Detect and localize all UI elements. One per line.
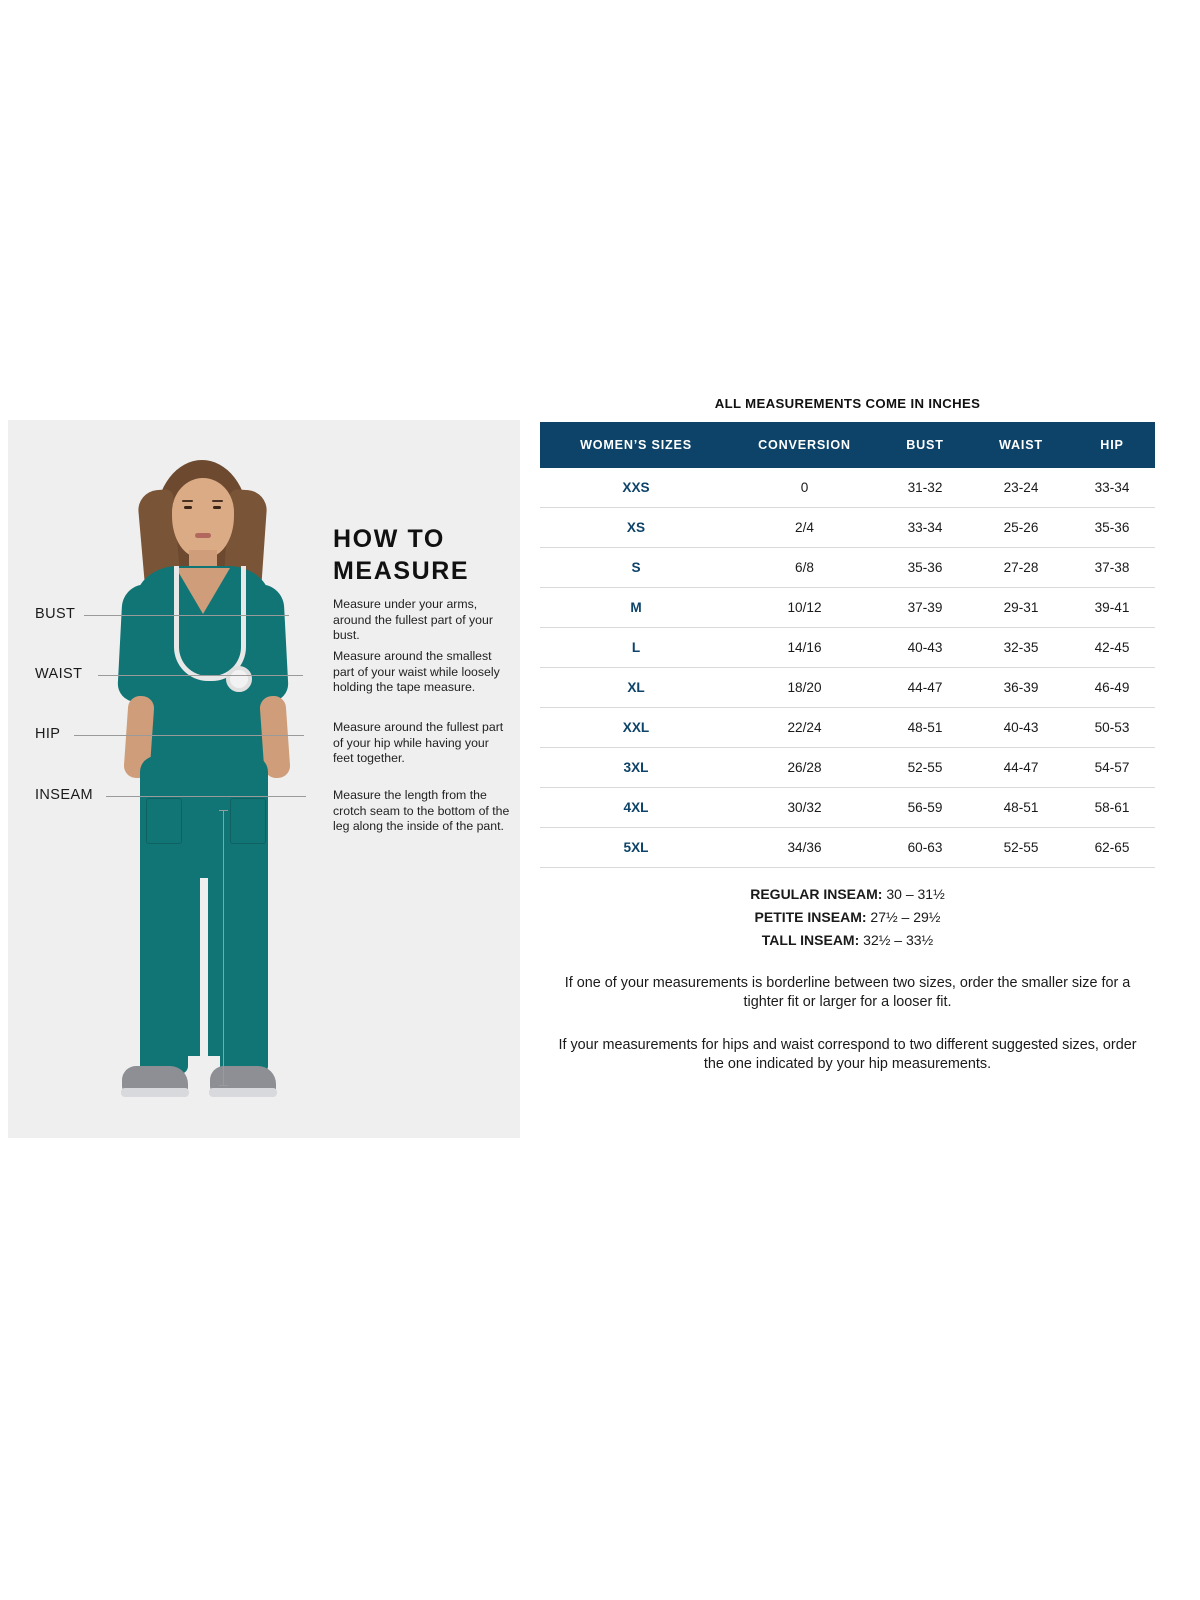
cell-size: 4XL [540, 788, 732, 828]
callout-label-inseam: INSEAM [35, 787, 93, 803]
leader-line-bust [84, 615, 289, 616]
inseam-petite-label: PETITE INSEAM: [754, 909, 867, 925]
cell-waist: 32-35 [973, 628, 1069, 668]
cell-hip: 42-45 [1069, 628, 1155, 668]
table-row [540, 628, 1155, 668]
sizing-note-hip-priority: If your measurements for hips and waist correspond to two different suggested sizes, order the one indicated by your hip measurements. [558, 1037, 1137, 1073]
how-to-measure-panel [8, 420, 520, 1138]
cell-bust: 52-55 [877, 748, 973, 788]
cell-size: S [540, 548, 732, 588]
model-mouth [195, 533, 211, 538]
table-header-row [540, 422, 1155, 468]
model-pocket-right [230, 798, 266, 844]
cell-bust: 33-34 [877, 508, 973, 548]
cell-size: 5XL [540, 828, 732, 868]
instruction-waist: Measure around the smallest part of your waist while loosely holding the tape measure. [333, 649, 500, 695]
cell-waist: 29-31 [973, 588, 1069, 628]
cell-conversion: 6/8 [732, 548, 877, 588]
model-eye-right [213, 506, 221, 509]
cell-waist: 36-39 [973, 668, 1069, 708]
cell-waist: 52-55 [973, 828, 1069, 868]
column-header-waist: WAIST [973, 422, 1069, 468]
inseam-regular-label: REGULAR INSEAM: [750, 886, 883, 902]
measurements-heading: ALL MEASUREMENTS COME IN INCHES [714, 396, 981, 411]
instruction-inseam: Measure the length from the crotch seam to the bottom of the leg along the inside of the pant. [333, 788, 510, 834]
model-shoe-sole-right [209, 1088, 277, 1097]
model-pocket-left [146, 798, 182, 844]
page-title [333, 523, 508, 587]
cell-waist: 48-51 [973, 788, 1069, 828]
instruction-bust: Measure under your arms, around the fullest part of your bust. [333, 597, 493, 643]
cell-conversion: 10/12 [732, 588, 877, 628]
leader-line-waist [98, 675, 303, 676]
cell-waist: 27-28 [973, 548, 1069, 588]
cell-hip: 50-53 [1069, 708, 1155, 748]
table-row [540, 828, 1155, 868]
inseam-tall-label: TALL INSEAM: [761, 932, 860, 948]
cell-hip: 54-57 [1069, 748, 1155, 788]
inseam-petite [540, 909, 1155, 925]
stethoscope-bell-icon [226, 666, 252, 692]
inseam-regular [540, 886, 1155, 902]
inseam-tall-value: 32½ – 33½ [863, 932, 934, 948]
table-row [540, 548, 1155, 588]
model-brow-right [212, 500, 223, 502]
inseam-tick-top [219, 810, 228, 811]
cell-hip: 46-49 [1069, 668, 1155, 708]
cell-hip: 39-41 [1069, 588, 1155, 628]
callout-label-bust: BUST [35, 606, 76, 622]
cell-hip: 33-34 [1069, 468, 1155, 508]
inseam-tall [540, 932, 1155, 948]
inseam-regular-value: 30 – 31½ [886, 886, 945, 902]
column-header-sizes: WOMEN’S SIZES [540, 422, 732, 468]
table-row [540, 508, 1155, 548]
cell-bust: 48-51 [877, 708, 973, 748]
cell-bust: 56-59 [877, 788, 973, 828]
cell-size: XS [540, 508, 732, 548]
cell-conversion: 34/36 [732, 828, 877, 868]
model-leg-gap [200, 878, 208, 1060]
callout-label-waist: WAIST [35, 666, 83, 682]
cell-hip: 35-36 [1069, 508, 1155, 548]
cell-size: M [540, 588, 732, 628]
model-illustration [48, 438, 348, 1128]
cell-bust: 31-32 [877, 468, 973, 508]
table-row [540, 748, 1155, 788]
table-row [540, 788, 1155, 828]
cell-waist: 25-26 [973, 508, 1069, 548]
inseam-petite-value: 27½ – 29½ [870, 909, 941, 925]
model-face [172, 478, 234, 558]
leader-line-hip [74, 735, 304, 736]
table-row [540, 468, 1155, 508]
cell-size: 3XL [540, 748, 732, 788]
cell-hip: 58-61 [1069, 788, 1155, 828]
cell-conversion: 30/32 [732, 788, 877, 828]
column-header-conversion: CONVERSION [732, 422, 877, 468]
cell-bust: 40-43 [877, 628, 973, 668]
cell-bust: 35-36 [877, 548, 973, 588]
cell-hip: 37-38 [1069, 548, 1155, 588]
cell-conversion: 0 [732, 468, 877, 508]
inseam-tick-bottom [219, 1085, 228, 1086]
cell-bust: 44-47 [877, 668, 973, 708]
size-chart-table [540, 422, 1155, 868]
table-row [540, 668, 1155, 708]
cell-hip: 62-65 [1069, 828, 1155, 868]
column-header-hip: HIP [1069, 422, 1155, 468]
model-brow-left [182, 500, 193, 502]
cell-size: XL [540, 668, 732, 708]
model-shoe-sole-left [121, 1088, 189, 1097]
instruction-hip: Measure around the fullest part of your hip while having your feet together. [333, 720, 504, 766]
stethoscope-icon [174, 566, 246, 681]
table-row [540, 708, 1155, 748]
leader-line-inseam [106, 796, 306, 797]
cell-conversion: 18/20 [732, 668, 877, 708]
cell-waist: 40-43 [973, 708, 1069, 748]
cell-size: XXS [540, 468, 732, 508]
cell-waist: 44-47 [973, 748, 1069, 788]
cell-conversion: 22/24 [732, 708, 877, 748]
callout-label-hip: HIP [35, 726, 61, 742]
page-title-line1: HOW TO [333, 525, 445, 553]
sizing-note-borderline: If one of your measurements is borderline between two sizes, order the smaller size for a tighter fit or larger for a looser fit. [564, 975, 1131, 1011]
size-chart-panel [540, 396, 1155, 1075]
cell-conversion: 26/28 [732, 748, 877, 788]
cell-size: L [540, 628, 732, 668]
table-row [540, 588, 1155, 628]
column-header-bust: BUST [877, 422, 973, 468]
cell-size: XXL [540, 708, 732, 748]
inseam-measure-line [223, 810, 224, 1085]
cell-conversion: 14/16 [732, 628, 877, 668]
model-eye-left [184, 506, 192, 509]
cell-waist: 23-24 [973, 468, 1069, 508]
cell-bust: 37-39 [877, 588, 973, 628]
cell-bust: 60-63 [877, 828, 973, 868]
cell-conversion: 2/4 [732, 508, 877, 548]
page-title-line2: MEASURE [333, 557, 470, 585]
